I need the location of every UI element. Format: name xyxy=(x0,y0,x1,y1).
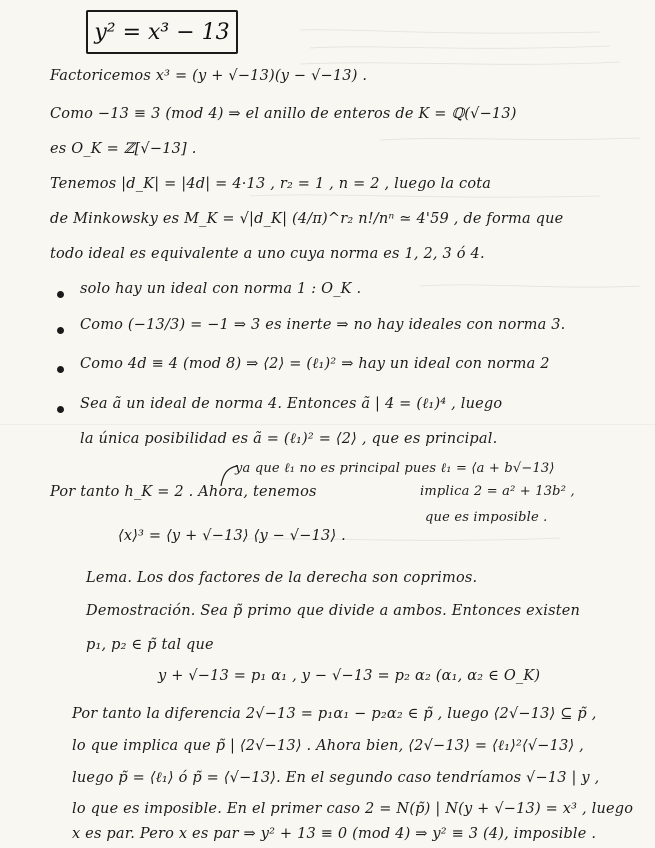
text-line-7: solo hay un ideal con norma 1 : O_K . xyxy=(80,281,362,297)
text-line-5: de Minkowsky es M_K = √|d_K| (4/π)^r₂ n!/nⁿ ≃ 4'59 , de forma que xyxy=(50,211,564,227)
text-line-first-case: lo que es imposible. En el primer caso 2 = N(p̃) | N(y + √−13) = x³ , luego xyxy=(72,801,634,817)
bullet-point xyxy=(57,291,64,298)
ideal-equation: ⟨x⟩³ = ⟨y + √−13⟩ ⟨y − √−13⟩ . xyxy=(118,528,346,544)
bullet-point xyxy=(57,406,64,413)
text-line-cases: luego p̃ = ⟨ℓ₁⟩ ó p̃ = ⟨√−13⟩. En el segundo caso tendríamos √−13 | y , xyxy=(72,770,600,786)
text-line-6: todo ideal es equivalente a uno cuya norma es 1, 2, 3 ó 4. xyxy=(50,246,485,262)
lemma-statement: Lema. Los dos factores de la derecha son coprimos. xyxy=(86,570,478,586)
title-equation: y² = x³ − 13 xyxy=(94,19,230,45)
text-line-4: Tenemos |d_K| = |4d| = 4·13 , r₂ = 1 , n = 2 , luego la cota xyxy=(50,176,492,192)
text-line-implies: lo que implica que p̃ | ⟨2√−13⟩ . Ahora bien, ⟨2√−13⟩ = ⟨ℓ₁⟩²⟨√−13⟩ , xyxy=(72,738,584,754)
bullet-point xyxy=(57,327,64,334)
text-line-difference: Por tanto la diferencia 2√−13 = p₁α₁ − p₂α₂ ∈ p̃ , luego ⟨2√−13⟩ ⊆ p̃ , xyxy=(72,706,597,722)
text-line-10: Sea ã un ideal de norma 4. Entonces ã | 4 = (ℓ₁)⁴ , luego xyxy=(80,396,503,412)
side-note-not-principal: ya que ℓ₁ no es principal pues ℓ₁ = ⟨a + b√−13⟩ xyxy=(235,461,555,476)
side-note-implies: implica 2 = a² + 13b² , xyxy=(420,484,575,499)
text-line-11: la única posibilidad es ã = (ℓ₁)² = ⟨2⟩ , que es principal. xyxy=(80,431,498,447)
bullet-point xyxy=(57,366,64,373)
paper-fold xyxy=(0,424,655,425)
side-note-impossible: que es imposible . xyxy=(425,510,548,525)
text-line-8: Como (−13/3) = −1 ⇒ 3 es inerte ⇒ no hay ideales con norma 3. xyxy=(80,317,566,333)
text-line-12: Por tanto h_K = 2 . Ahora, tenemos xyxy=(50,484,317,500)
factor-equations: y + √−13 = p₁ α₁ , y − √−13 = p₂ α₂ (α₁, α₂ ∈ O_K) xyxy=(158,668,541,684)
text-line-1: Factoricemos x³ = (y + √−13)(y − √−13) . xyxy=(50,68,368,84)
text-line-primes: p₁, p₂ ∈ p̃ tal que xyxy=(86,637,214,653)
proof-start: Demostración. Sea p̃ primo que divide a ambos. Entonces existen xyxy=(86,603,581,619)
text-line-conclusion: x es par. Pero x es par ⇒ y² + 13 ≡ 0 (mod 4) ⇒ y² ≡ 3 (4), imposible . xyxy=(72,826,597,842)
text-line-3: es O_K = ℤ[√−13] . xyxy=(50,141,197,157)
title-equation-box xyxy=(86,10,238,54)
text-line-9: Como 4d ≡ 4 (mod 8) ⇒ ⟨2⟩ = (ℓ₁)² ⇒ hay un ideal con norma 2 xyxy=(80,356,550,372)
text-line-2: Como −13 ≡ 3 (mod 4) ⇒ el anillo de enteros de K = ℚ(√−13) xyxy=(50,106,517,122)
